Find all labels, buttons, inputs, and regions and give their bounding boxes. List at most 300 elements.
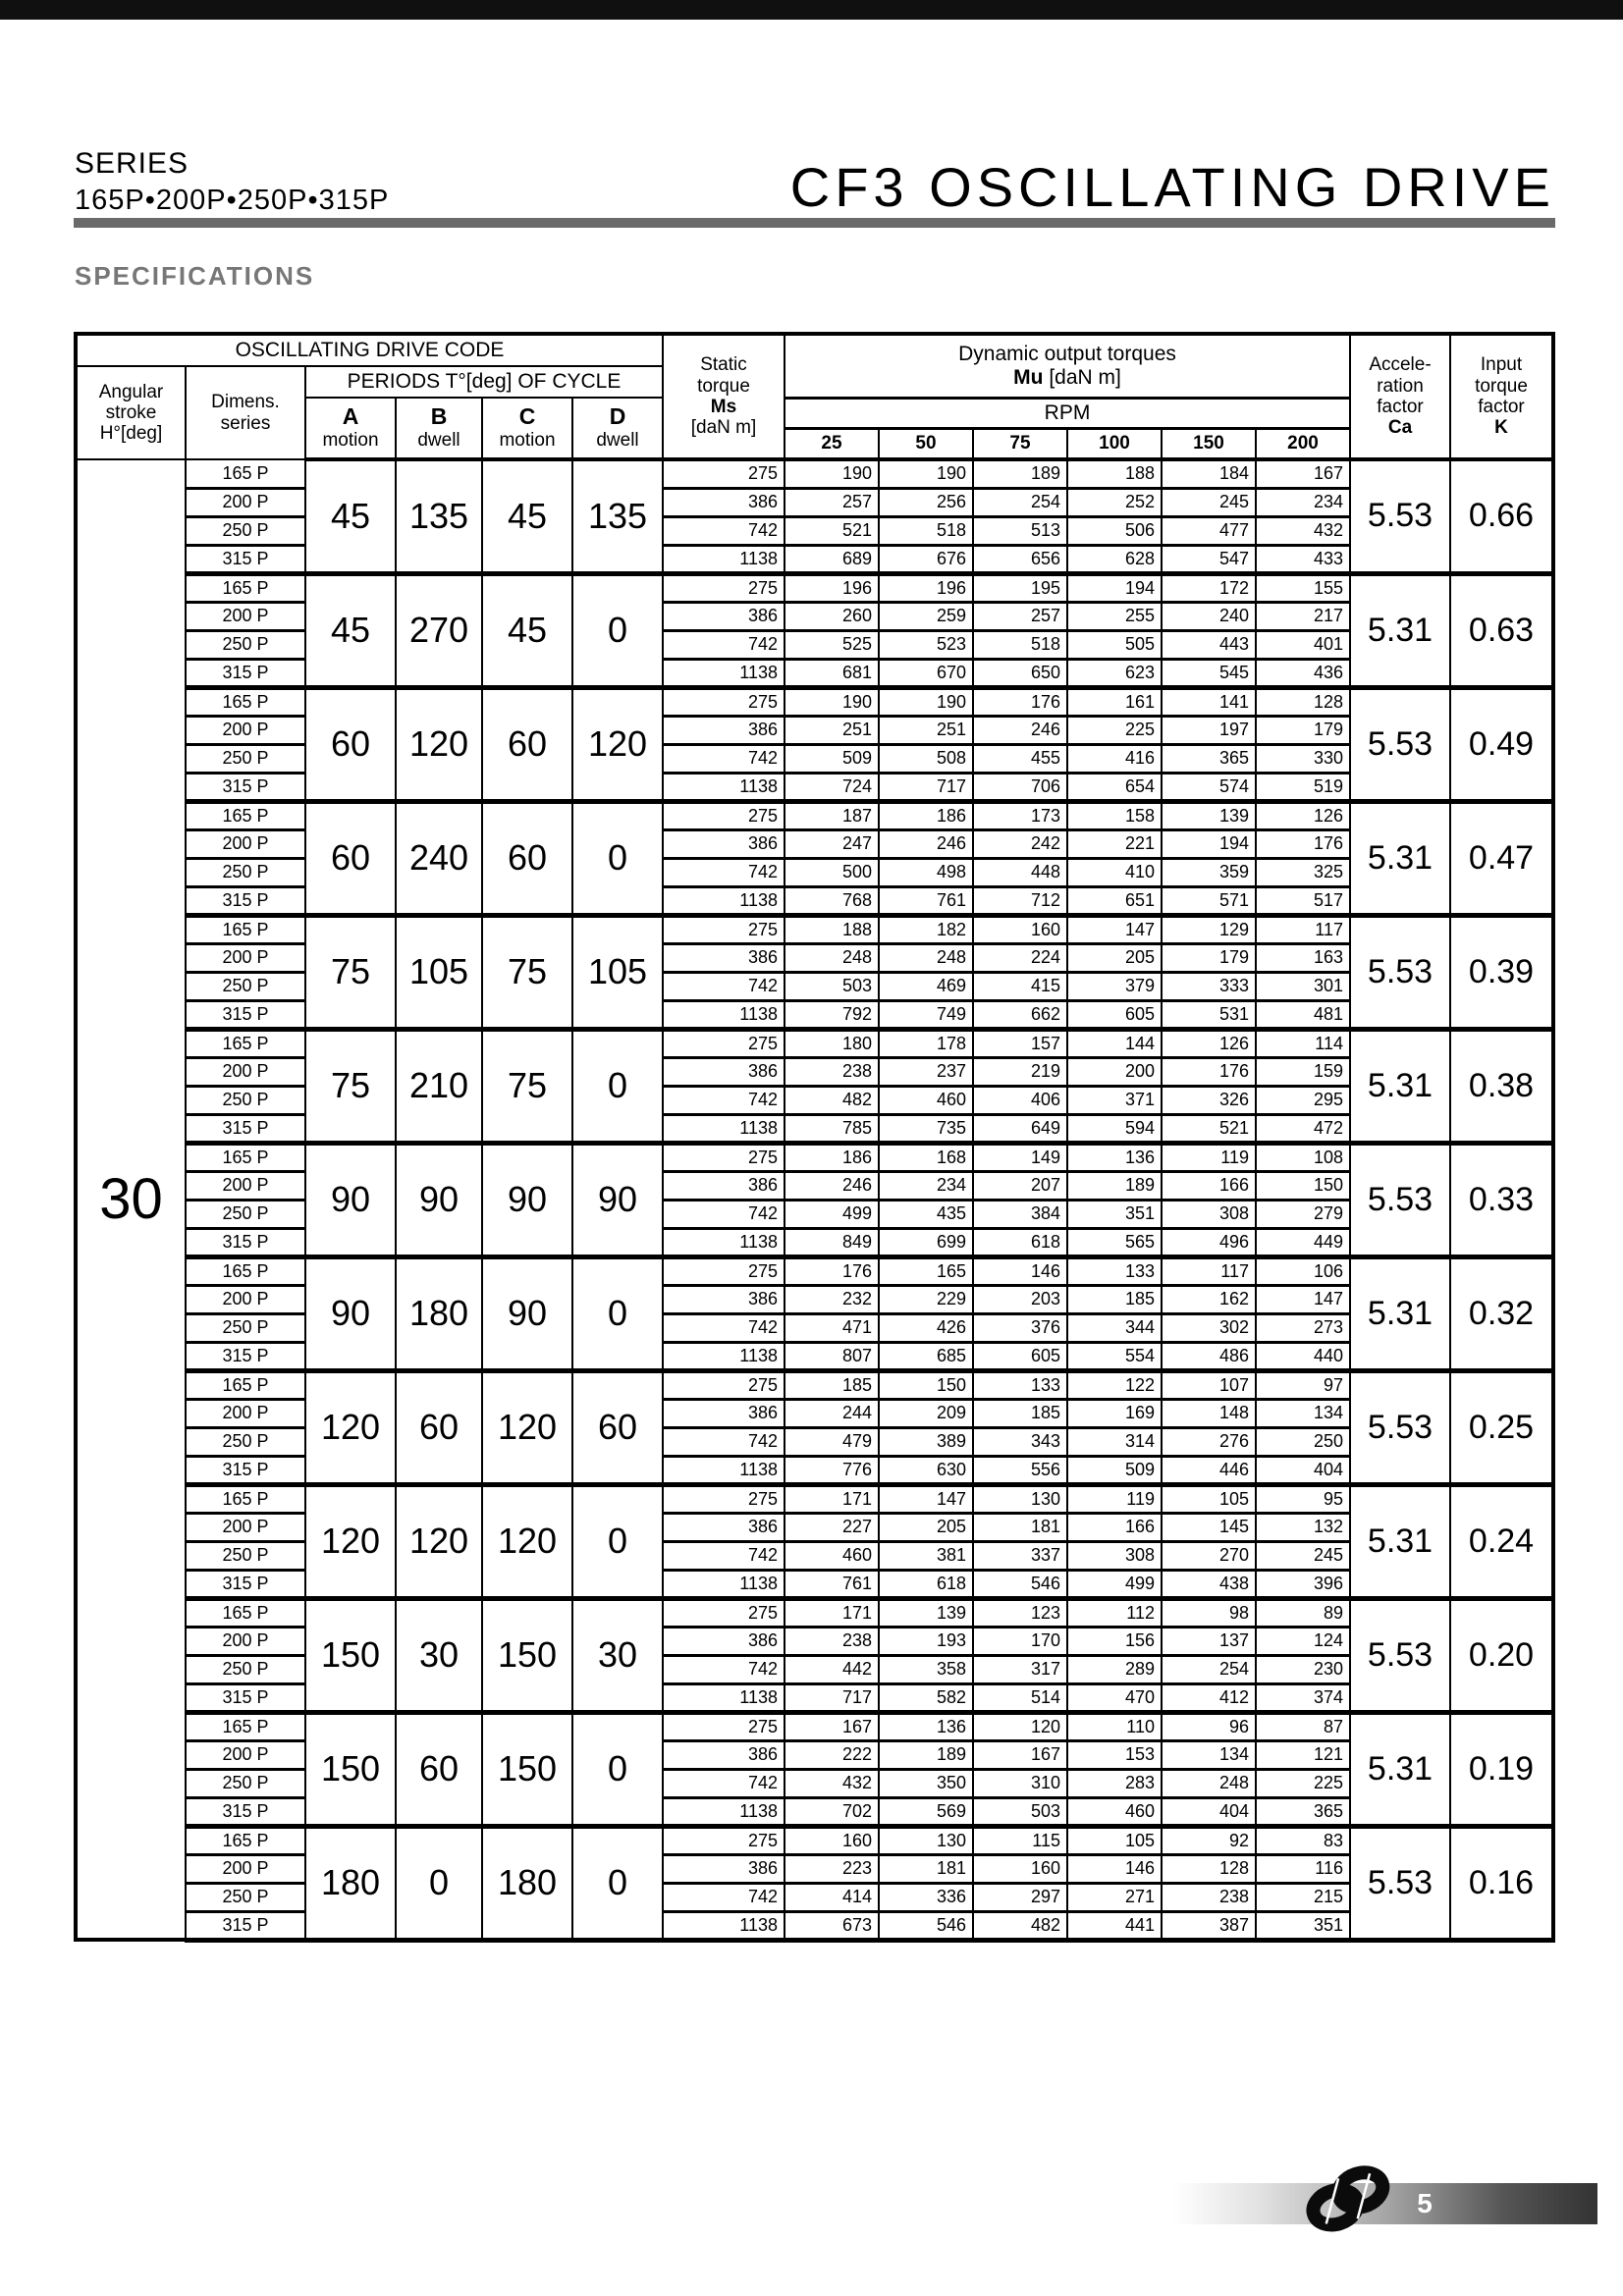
- period-c-motion-cell: 75: [482, 1029, 572, 1143]
- torque-cell-rpm-75: 181: [973, 1513, 1067, 1541]
- torque-cell-rpm-200: 121: [1256, 1740, 1350, 1769]
- spec-row: [76, 1399, 1553, 1427]
- torque-cell-rpm-25: 176: [784, 1256, 879, 1285]
- torque-cell-rpm-100: 651: [1067, 886, 1162, 915]
- acceleration-factor-cell: 5.31: [1350, 1029, 1450, 1143]
- dimens-series-cell: 250 P: [186, 858, 305, 886]
- torque-cell-rpm-100: 499: [1067, 1570, 1162, 1598]
- spec-row: [76, 1883, 1553, 1911]
- torque-cell-rpm-75: 203: [973, 1285, 1067, 1313]
- torque-cell-rpm-100: 344: [1067, 1313, 1162, 1342]
- static-torque-cell: 275: [663, 1598, 784, 1627]
- spec-row: [76, 1655, 1553, 1683]
- spec-row: [76, 1427, 1553, 1456]
- period-a-motion-cell: 120: [305, 1484, 396, 1598]
- period-c-header: C motion: [482, 398, 572, 459]
- spec-row: [76, 1342, 1553, 1370]
- torque-cell-rpm-75: 133: [973, 1370, 1067, 1399]
- spec-row: [76, 1541, 1553, 1570]
- dimens-series-cell: 250 P: [186, 744, 305, 773]
- period-b-dwell-cell: 30: [396, 1598, 482, 1712]
- torque-cell-rpm-150: 137: [1162, 1627, 1256, 1655]
- torque-cell-rpm-25: 509: [784, 744, 879, 773]
- period-d-dwell-cell: 90: [572, 1143, 663, 1256]
- torque-cell-rpm-50: 136: [879, 1712, 973, 1740]
- static-torque-cell: 1138: [663, 1797, 784, 1826]
- torque-cell-rpm-150: 92: [1162, 1826, 1256, 1854]
- torque-cell-rpm-200: 159: [1256, 1057, 1350, 1086]
- torque-cell-rpm-200: 155: [1256, 573, 1350, 602]
- spec-row: [76, 545, 1553, 573]
- torque-cell-rpm-200: 230: [1256, 1655, 1350, 1683]
- dynamic-torques-header: Dynamic output torques Mu [daN m]: [784, 334, 1350, 398]
- torque-cell-rpm-150: 477: [1162, 516, 1256, 545]
- dimens-series-cell: 200 P: [186, 1740, 305, 1769]
- torque-cell-rpm-25: 471: [784, 1313, 879, 1342]
- period-d-dwell-cell: 105: [572, 915, 663, 1029]
- spec-row: [76, 1114, 1553, 1143]
- spec-row: [76, 1456, 1553, 1484]
- spec-row: [76, 886, 1553, 915]
- static-torque-cell: 1138: [663, 545, 784, 573]
- torque-cell-rpm-50: 130: [879, 1826, 973, 1854]
- torque-cell-rpm-150: 194: [1162, 829, 1256, 858]
- dimens-series-cell: 250 P: [186, 1200, 305, 1228]
- dimens-series-cell: 250 P: [186, 1313, 305, 1342]
- torque-cell-rpm-25: 160: [784, 1826, 879, 1854]
- static-torque-cell: 1138: [663, 773, 784, 801]
- dimens-series-cell: 315 P: [186, 1797, 305, 1826]
- torque-cell-rpm-150: 245: [1162, 488, 1256, 516]
- torque-cell-rpm-50: 426: [879, 1313, 973, 1342]
- torque-cell-rpm-75: 618: [973, 1228, 1067, 1256]
- dimens-series-cell: 200 P: [186, 1854, 305, 1883]
- torque-cell-rpm-200: 279: [1256, 1200, 1350, 1228]
- torque-cell-rpm-200: 87: [1256, 1712, 1350, 1740]
- torque-cell-rpm-150: 145: [1162, 1513, 1256, 1541]
- table-header-row-1: [76, 334, 1553, 366]
- torque-cell-rpm-50: 546: [879, 1911, 973, 1940]
- torque-cell-rpm-150: 129: [1162, 915, 1256, 943]
- torque-cell-rpm-150: 387: [1162, 1911, 1256, 1940]
- series-label: SERIES: [75, 147, 189, 180]
- torque-cell-rpm-50: 518: [879, 516, 973, 545]
- torque-cell-rpm-100: 506: [1067, 516, 1162, 545]
- torque-cell-rpm-75: 337: [973, 1541, 1067, 1570]
- dimens-series-cell: 315 P: [186, 1228, 305, 1256]
- torque-cell-rpm-100: 283: [1067, 1769, 1162, 1797]
- dimens-series-cell: 200 P: [186, 943, 305, 972]
- period-b-dwell-cell: 180: [396, 1256, 482, 1370]
- static-torque-cell: 1138: [663, 1114, 784, 1143]
- torque-cell-rpm-100: 271: [1067, 1883, 1162, 1911]
- torque-cell-rpm-100: 185: [1067, 1285, 1162, 1313]
- torque-cell-rpm-150: 359: [1162, 858, 1256, 886]
- torque-cell-rpm-75: 376: [973, 1313, 1067, 1342]
- static-torque-cell: 275: [663, 459, 784, 488]
- brand-knot-logo-icon: [1294, 2163, 1404, 2234]
- torque-cell-rpm-25: 186: [784, 1143, 879, 1171]
- static-torque-cell: 386: [663, 1627, 784, 1655]
- dimens-series-cell: 200 P: [186, 1399, 305, 1427]
- torque-cell-rpm-75: 546: [973, 1570, 1067, 1598]
- static-torque-cell: 742: [663, 1086, 784, 1114]
- torque-cell-rpm-200: 132: [1256, 1513, 1350, 1541]
- torque-cell-rpm-150: 545: [1162, 659, 1256, 687]
- torque-cell-rpm-50: 358: [879, 1655, 973, 1683]
- static-torque-cell: 742: [663, 1541, 784, 1570]
- torque-cell-rpm-50: 336: [879, 1883, 973, 1911]
- torque-cell-rpm-25: 768: [784, 886, 879, 915]
- torque-cell-rpm-150: 117: [1162, 1256, 1256, 1285]
- torque-cell-rpm-75: 173: [973, 801, 1067, 829]
- torque-cell-rpm-75: 650: [973, 659, 1067, 687]
- torque-cell-rpm-100: 314: [1067, 1427, 1162, 1456]
- period-b-dwell-cell: 120: [396, 1484, 482, 1598]
- torque-cell-rpm-150: 96: [1162, 1712, 1256, 1740]
- torque-cell-rpm-100: 470: [1067, 1683, 1162, 1712]
- torque-cell-rpm-100: 371: [1067, 1086, 1162, 1114]
- torque-cell-rpm-150: 446: [1162, 1456, 1256, 1484]
- dimens-series-cell: 165 P: [186, 1484, 305, 1513]
- torque-cell-rpm-100: 169: [1067, 1399, 1162, 1427]
- dimens-series-cell: 250 P: [186, 630, 305, 659]
- spec-row: [76, 1256, 1553, 1285]
- torque-cell-rpm-150: 128: [1162, 1854, 1256, 1883]
- dimens-series-cell: 165 P: [186, 1143, 305, 1171]
- static-torque-cell: 742: [663, 858, 784, 886]
- spec-row: [76, 1740, 1553, 1769]
- period-d-dwell-cell: 0: [572, 1029, 663, 1143]
- period-c-motion-cell: 45: [482, 573, 572, 687]
- torque-cell-rpm-50: 189: [879, 1740, 973, 1769]
- torque-cell-rpm-150: 438: [1162, 1570, 1256, 1598]
- torque-cell-rpm-200: 176: [1256, 829, 1350, 858]
- torque-cell-rpm-25: 807: [784, 1342, 879, 1370]
- torque-cell-rpm-100: 460: [1067, 1797, 1162, 1826]
- torque-cell-rpm-50: 168: [879, 1143, 973, 1171]
- period-c-motion-cell: 120: [482, 1484, 572, 1598]
- dimens-series-cell: 200 P: [186, 488, 305, 516]
- torque-cell-rpm-50: 178: [879, 1029, 973, 1057]
- torque-cell-rpm-200: 374: [1256, 1683, 1350, 1712]
- torque-cell-rpm-75: 649: [973, 1114, 1067, 1143]
- torque-cell-rpm-50: 139: [879, 1598, 973, 1627]
- period-d-dwell-cell: 135: [572, 459, 663, 573]
- period-b-dwell-cell: 270: [396, 573, 482, 687]
- period-c-motion-cell: 120: [482, 1370, 572, 1484]
- dimens-series-cell: 165 P: [186, 1370, 305, 1399]
- input-torque-factor-header: Input torque factor K: [1450, 334, 1553, 459]
- top-black-band: [0, 0, 1623, 20]
- spec-row: [76, 659, 1553, 687]
- input-torque-factor-cell: 0.16: [1450, 1826, 1553, 1940]
- torque-cell-rpm-75: 242: [973, 829, 1067, 858]
- period-a-motion-cell: 75: [305, 915, 396, 1029]
- dimens-series-cell: 200 P: [186, 1513, 305, 1541]
- acceleration-factor-cell: 5.53: [1350, 687, 1450, 801]
- torque-cell-rpm-200: 365: [1256, 1797, 1350, 1826]
- static-torque-cell: 742: [663, 516, 784, 545]
- torque-cell-rpm-150: 333: [1162, 972, 1256, 1000]
- torque-cell-rpm-50: 685: [879, 1342, 973, 1370]
- static-torque-cell: 275: [663, 1143, 784, 1171]
- static-torque-cell: 386: [663, 829, 784, 858]
- torque-cell-rpm-25: 503: [784, 972, 879, 1000]
- input-torque-factor-cell: 0.25: [1450, 1370, 1553, 1484]
- static-torque-cell: 275: [663, 1826, 784, 1854]
- torque-cell-rpm-75: 115: [973, 1826, 1067, 1854]
- torque-cell-rpm-100: 189: [1067, 1171, 1162, 1200]
- torque-cell-rpm-25: 187: [784, 801, 879, 829]
- static-torque-cell: 742: [663, 1883, 784, 1911]
- torque-cell-rpm-50: 435: [879, 1200, 973, 1228]
- torque-cell-rpm-75: 317: [973, 1655, 1067, 1683]
- spec-row: [76, 1513, 1553, 1541]
- torque-cell-rpm-100: 200: [1067, 1057, 1162, 1086]
- torque-cell-rpm-100: 194: [1067, 573, 1162, 602]
- torque-cell-rpm-100: 379: [1067, 972, 1162, 1000]
- spec-row: [76, 829, 1553, 858]
- static-torque-cell: 386: [663, 1513, 784, 1541]
- spec-row: [76, 1627, 1553, 1655]
- torque-cell-rpm-50: 246: [879, 829, 973, 858]
- static-torque-cell: 275: [663, 1370, 784, 1399]
- torque-cell-rpm-50: 251: [879, 716, 973, 744]
- period-d-dwell-cell: 0: [572, 573, 663, 687]
- torque-cell-rpm-200: 351: [1256, 1911, 1350, 1940]
- spec-row: [76, 630, 1553, 659]
- input-torque-factor-cell: 0.32: [1450, 1256, 1553, 1370]
- torque-cell-rpm-50: 582: [879, 1683, 973, 1712]
- torque-cell-rpm-200: 295: [1256, 1086, 1350, 1114]
- static-torque-cell: 742: [663, 1655, 784, 1683]
- torque-cell-rpm-100: 146: [1067, 1854, 1162, 1883]
- spec-row: [76, 1370, 1553, 1399]
- torque-cell-rpm-150: 365: [1162, 744, 1256, 773]
- spec-row: [76, 744, 1553, 773]
- rpm-50-header: 50: [879, 428, 973, 459]
- torque-cell-rpm-100: 252: [1067, 488, 1162, 516]
- torque-cell-rpm-100: 133: [1067, 1256, 1162, 1285]
- torque-cell-rpm-100: 289: [1067, 1655, 1162, 1683]
- torque-cell-rpm-100: 654: [1067, 773, 1162, 801]
- static-torque-cell: 386: [663, 1854, 784, 1883]
- torque-cell-rpm-75: 246: [973, 716, 1067, 744]
- torque-cell-rpm-25: 238: [784, 1627, 879, 1655]
- spec-row: [76, 858, 1553, 886]
- torque-cell-rpm-25: 442: [784, 1655, 879, 1683]
- dimens-series-cell: 200 P: [186, 1627, 305, 1655]
- torque-cell-rpm-50: 460: [879, 1086, 973, 1114]
- torque-cell-rpm-25: 180: [784, 1029, 879, 1057]
- torque-cell-rpm-100: 565: [1067, 1228, 1162, 1256]
- torque-cell-rpm-75: 170: [973, 1627, 1067, 1655]
- period-d-dwell-cell: 0: [572, 1484, 663, 1598]
- dimens-series-cell: 165 P: [186, 915, 305, 943]
- torque-cell-rpm-75: 513: [973, 516, 1067, 545]
- torque-cell-rpm-100: 308: [1067, 1541, 1162, 1570]
- acceleration-factor-cell: 5.31: [1350, 801, 1450, 915]
- torque-cell-rpm-150: 443: [1162, 630, 1256, 659]
- static-torque-cell: 742: [663, 630, 784, 659]
- dimens-series-cell: 165 P: [186, 1712, 305, 1740]
- torque-cell-rpm-25: 246: [784, 1171, 879, 1200]
- period-b-dwell-cell: 105: [396, 915, 482, 1029]
- torque-cell-rpm-200: 433: [1256, 545, 1350, 573]
- torque-cell-rpm-200: 134: [1256, 1399, 1350, 1427]
- torque-cell-rpm-50: 469: [879, 972, 973, 1000]
- torque-cell-rpm-200: 330: [1256, 744, 1350, 773]
- angular-stroke-value: 30: [76, 459, 186, 1940]
- rpm-header: RPM: [784, 398, 1350, 428]
- torque-cell-rpm-150: 98: [1162, 1598, 1256, 1627]
- torque-cell-rpm-50: 523: [879, 630, 973, 659]
- rpm-75-header: 75: [973, 428, 1067, 459]
- torque-cell-rpm-75: 343: [973, 1427, 1067, 1456]
- torque-cell-rpm-150: 254: [1162, 1655, 1256, 1683]
- torque-cell-rpm-100: 188: [1067, 459, 1162, 488]
- static-torque-cell: 386: [663, 1285, 784, 1313]
- torque-cell-rpm-75: 157: [973, 1029, 1067, 1057]
- torque-cell-rpm-75: 706: [973, 773, 1067, 801]
- period-b-dwell-cell: 240: [396, 801, 482, 915]
- torque-cell-rpm-25: 257: [784, 488, 879, 516]
- input-torque-factor-cell: 0.33: [1450, 1143, 1553, 1256]
- rpm-100-header: 100: [1067, 428, 1162, 459]
- torque-cell-rpm-75: 257: [973, 602, 1067, 630]
- torque-cell-rpm-200: 108: [1256, 1143, 1350, 1171]
- torque-cell-rpm-25: 190: [784, 687, 879, 716]
- acceleration-factor-cell: 5.53: [1350, 459, 1450, 573]
- period-b-dwell-cell: 210: [396, 1029, 482, 1143]
- spec-row: [76, 1143, 1553, 1171]
- section-title-specifications: SPECIFICATIONS: [75, 261, 315, 291]
- torque-cell-rpm-200: 517: [1256, 886, 1350, 915]
- torque-cell-rpm-50: 196: [879, 573, 973, 602]
- dimens-series-cell: 315 P: [186, 545, 305, 573]
- torque-cell-rpm-50: 508: [879, 744, 973, 773]
- torque-cell-rpm-150: 166: [1162, 1171, 1256, 1200]
- dimens-series-cell: 315 P: [186, 1342, 305, 1370]
- torque-cell-rpm-50: 735: [879, 1114, 973, 1143]
- torque-cell-rpm-200: 179: [1256, 716, 1350, 744]
- torque-cell-rpm-50: 186: [879, 801, 973, 829]
- spec-row: [76, 1598, 1553, 1627]
- spec-row: [76, 1484, 1553, 1513]
- torque-cell-rpm-200: 128: [1256, 687, 1350, 716]
- torque-cell-rpm-200: 215: [1256, 1883, 1350, 1911]
- torque-cell-rpm-100: 161: [1067, 687, 1162, 716]
- spec-row: [76, 943, 1553, 972]
- static-torque-cell: 1138: [663, 1570, 784, 1598]
- spec-table-body: [76, 459, 1553, 1940]
- torque-cell-rpm-75: 448: [973, 858, 1067, 886]
- period-b-dwell-cell: 120: [396, 687, 482, 801]
- acceleration-factor-header: Accele- ration factor Ca: [1350, 334, 1450, 459]
- periods-header: PERIODS T°[deg] OF CYCLE: [305, 366, 663, 398]
- dimens-series-cell: 200 P: [186, 602, 305, 630]
- torque-cell-rpm-25: 414: [784, 1883, 879, 1911]
- acceleration-factor-cell: 5.53: [1350, 1598, 1450, 1712]
- torque-cell-rpm-50: 256: [879, 488, 973, 516]
- period-a-motion-cell: 60: [305, 801, 396, 915]
- torque-cell-rpm-50: 147: [879, 1484, 973, 1513]
- spec-row: [76, 801, 1553, 829]
- spec-row: [76, 1200, 1553, 1228]
- torque-cell-rpm-200: 250: [1256, 1427, 1350, 1456]
- period-c-motion-cell: 45: [482, 459, 572, 573]
- static-torque-header: Static torque Ms [daN m]: [663, 334, 784, 459]
- torque-cell-rpm-150: 276: [1162, 1427, 1256, 1456]
- torque-cell-rpm-25: 761: [784, 1570, 879, 1598]
- static-torque-cell: 1138: [663, 1683, 784, 1712]
- dimens-series-cell: 250 P: [186, 1883, 305, 1911]
- torque-cell-rpm-200: 325: [1256, 858, 1350, 886]
- torque-cell-rpm-75: 207: [973, 1171, 1067, 1200]
- torque-cell-rpm-200: 167: [1256, 459, 1350, 488]
- torque-cell-rpm-150: 172: [1162, 573, 1256, 602]
- torque-cell-rpm-75: 185: [973, 1399, 1067, 1427]
- torque-cell-rpm-25: 251: [784, 716, 879, 744]
- torque-cell-rpm-150: 197: [1162, 716, 1256, 744]
- torque-cell-rpm-75: 656: [973, 545, 1067, 573]
- torque-cell-rpm-75: 518: [973, 630, 1067, 659]
- page-number: 5: [1417, 2188, 1433, 2218]
- torque-cell-rpm-200: 106: [1256, 1256, 1350, 1285]
- torque-cell-rpm-75: 455: [973, 744, 1067, 773]
- torque-cell-rpm-25: 792: [784, 1000, 879, 1029]
- period-c-motion-cell: 150: [482, 1712, 572, 1826]
- spec-row: [76, 1683, 1553, 1712]
- torque-cell-rpm-75: 556: [973, 1456, 1067, 1484]
- torque-cell-rpm-200: 147: [1256, 1285, 1350, 1313]
- torque-cell-rpm-25: 260: [784, 602, 879, 630]
- rpm-150-header: 150: [1162, 428, 1256, 459]
- torque-cell-rpm-50: 248: [879, 943, 973, 972]
- torque-cell-rpm-25: 232: [784, 1285, 879, 1313]
- torque-cell-rpm-200: 95: [1256, 1484, 1350, 1513]
- torque-cell-rpm-75: 219: [973, 1057, 1067, 1086]
- torque-cell-rpm-150: 179: [1162, 943, 1256, 972]
- period-b-dwell-cell: 60: [396, 1370, 482, 1484]
- spec-row: [76, 1911, 1553, 1940]
- static-torque-cell: 386: [663, 1057, 784, 1086]
- dimens-series-cell: 315 P: [186, 1114, 305, 1143]
- torque-cell-rpm-50: 717: [879, 773, 973, 801]
- torque-cell-rpm-25: 223: [784, 1854, 879, 1883]
- torque-cell-rpm-75: 254: [973, 488, 1067, 516]
- torque-cell-rpm-150: 308: [1162, 1200, 1256, 1228]
- torque-cell-rpm-50: 670: [879, 659, 973, 687]
- period-d-header: D dwell: [572, 398, 663, 459]
- torque-cell-rpm-75: 415: [973, 972, 1067, 1000]
- spec-row: [76, 1285, 1553, 1313]
- input-torque-factor-cell: 0.24: [1450, 1484, 1553, 1598]
- torque-cell-rpm-25: 222: [784, 1740, 879, 1769]
- dimens-series-cell: 250 P: [186, 1086, 305, 1114]
- torque-cell-rpm-200: 440: [1256, 1342, 1350, 1370]
- dimens-series-cell: 165 P: [186, 1826, 305, 1854]
- torque-cell-rpm-75: 160: [973, 915, 1067, 943]
- torque-cell-rpm-150: 521: [1162, 1114, 1256, 1143]
- dimens-series-cell: 250 P: [186, 1427, 305, 1456]
- torque-cell-rpm-25: 185: [784, 1370, 879, 1399]
- torque-cell-rpm-50: 205: [879, 1513, 973, 1541]
- torque-cell-rpm-100: 623: [1067, 659, 1162, 687]
- torque-cell-rpm-75: 310: [973, 1769, 1067, 1797]
- period-a-motion-cell: 75: [305, 1029, 396, 1143]
